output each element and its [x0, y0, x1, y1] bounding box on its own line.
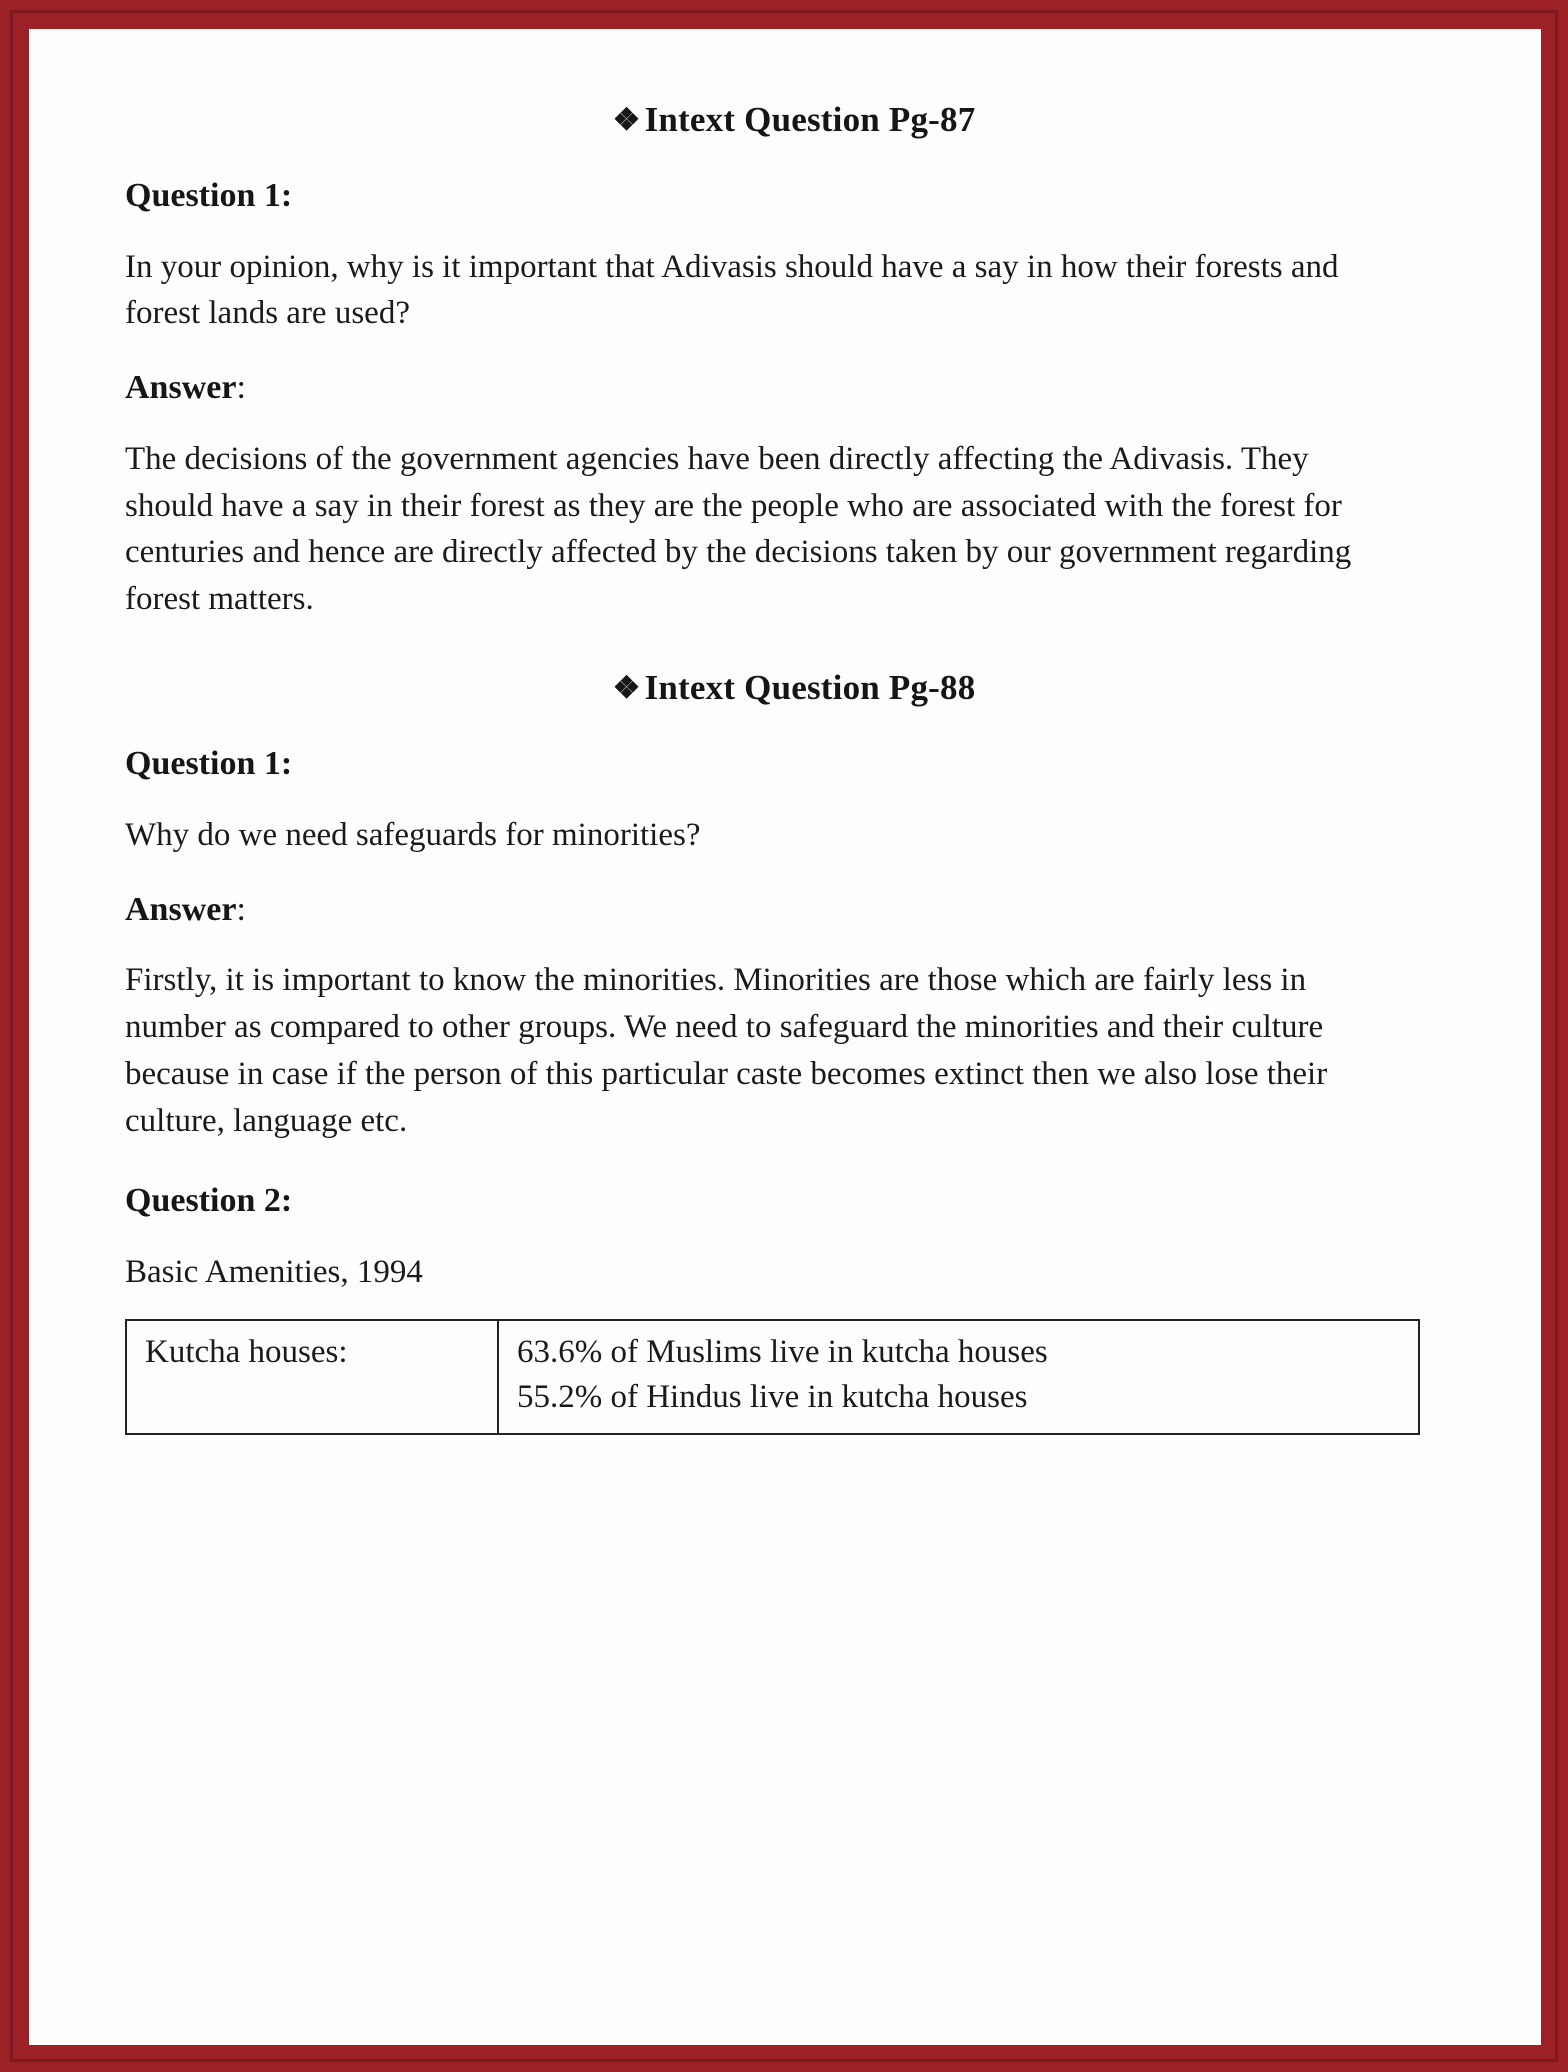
- answer-label-colon: :: [236, 369, 246, 407]
- answer-text-1-pg87: The decisions of the government agencies have been directly affecting the Adivasis. They should have a say in their forest as they are the people who are associated with the forest for centuries and hence are directly affected by the decisions taken by our government regarding forest matters.: [125, 440, 1352, 618]
- question-label-1-pg88: Question 1:: [125, 745, 293, 783]
- question-label-1-pg87: Question 1:: [125, 177, 293, 214]
- amenities-table-body: [126, 1320, 1419, 1434]
- document-page: [29, 29, 1541, 2045]
- answer-label-1-pg87: [125, 367, 1463, 410]
- section-heading-text: Intext Question Pg-88: [644, 668, 976, 708]
- question-label-2-pg88: Question 2:: [125, 1182, 293, 1220]
- answer-label-1-pg88: [125, 889, 1463, 932]
- basic-amenities-caption: Basic Amenities, 1994: [125, 1253, 423, 1290]
- section-heading-pg-88: [125, 667, 1463, 709]
- amenity-name-cell: Kutcha houses:: [126, 1320, 498, 1434]
- answer-label-colon: :: [236, 890, 246, 928]
- floret-diamond-icon: ❖: [612, 102, 641, 137]
- amenity-value-line: 63.6% of Muslims live in kutcha houses: [517, 1334, 1048, 1371]
- frame-inner-border: [10, 10, 1558, 2062]
- basic-amenities-table: [125, 1319, 1420, 1435]
- question-text-1-pg87: In your opinion, why is it important that Adivasis should have a say in how their forests and forest lands are used?: [125, 248, 1339, 332]
- floret-diamond-icon: ❖: [612, 670, 641, 706]
- answer-text-1-pg88: Firstly, it is important to know the minorities. Minorities are those which are fairly less in number as compared to other groups. We need to safeguard the minorities and their culture because in case if the person of this particular caste becomes extinct then we also lose their culture, language etc.: [125, 962, 1328, 1139]
- amenity-value-line: 55.2% of Hindus live in kutcha houses: [517, 1378, 1028, 1415]
- answer-label-bold: Answer: [125, 890, 237, 928]
- table-row: [126, 1320, 1419, 1434]
- answer-label-bold: Answer: [125, 369, 237, 407]
- question-text-1-pg88: Why do we need safeguards for minorities?: [125, 816, 701, 853]
- amenity-values-cell: [498, 1320, 1419, 1434]
- section-heading-pg-87: [125, 99, 1463, 141]
- section-heading-text: Intext Question Pg-87: [644, 100, 976, 139]
